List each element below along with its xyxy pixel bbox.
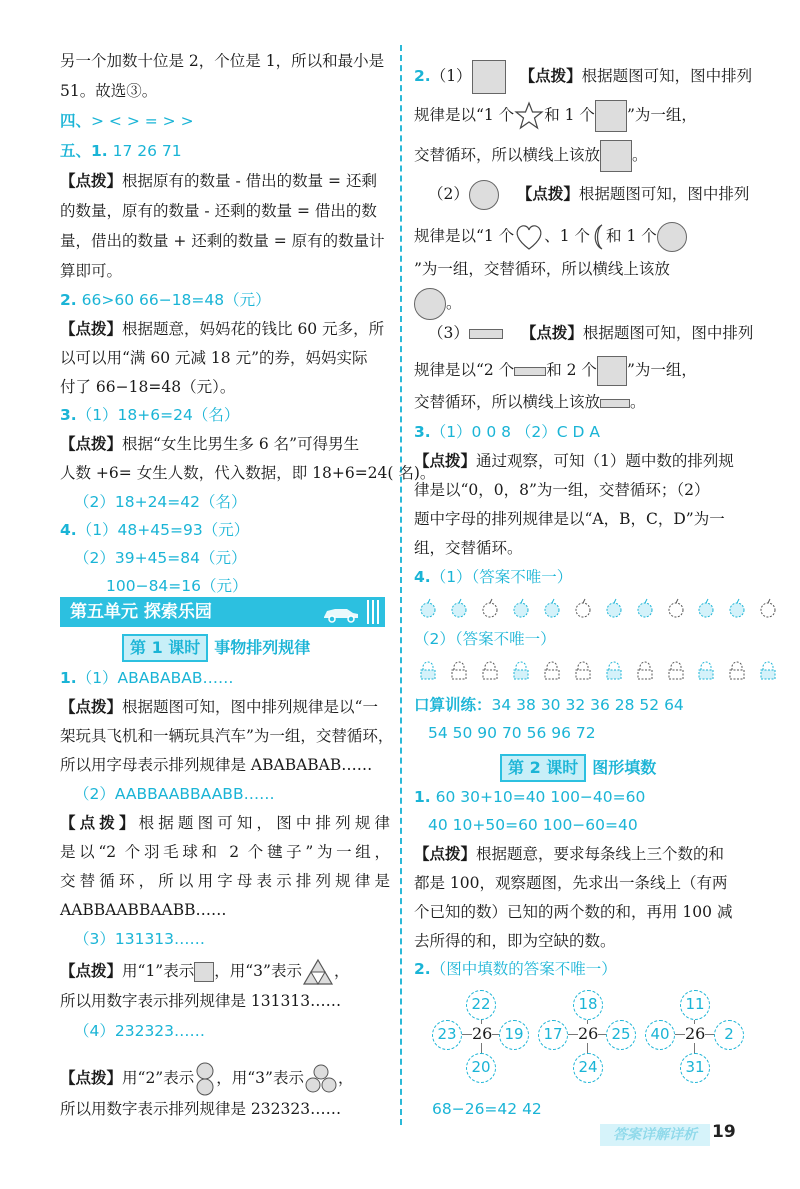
- tip-line: AABBAABBAABB……: [60, 901, 227, 919]
- star-icon: [514, 101, 544, 131]
- center-number: 26: [685, 1024, 706, 1043]
- circle-icon: [657, 222, 687, 252]
- lock-icon: [418, 660, 438, 680]
- answer-f1: 1. 60 30+10=40 100−40=60: [414, 788, 646, 806]
- tip-line: 【点拨】通过观察，可知（1）题中数的排列规: [414, 452, 734, 470]
- lock-icon: [573, 660, 593, 680]
- banner-stripes: [367, 600, 381, 624]
- square-icon: [597, 356, 627, 386]
- tip-line: 是以“2 个羽毛球和 2 个毽子”为一组，: [60, 843, 390, 861]
- q2-3-line: 交替循环，所以横线上该放 。: [414, 393, 646, 411]
- lesson-1-header: 第 1 课时 事物排列规律: [122, 634, 310, 660]
- number-circle: 23: [432, 1020, 462, 1050]
- tip-line: 都是 100，观察题图，先求出一条线上（有两: [414, 874, 728, 892]
- apple-icon: [666, 598, 686, 618]
- answer-line: （3）131313……: [74, 930, 206, 948]
- q2-1-line: 交替循环，所以横线上该放 。: [414, 140, 648, 172]
- q2-3-line: 规律是以“2 个 和 2 个 ”为一组，: [414, 356, 697, 386]
- tip-line: 【点拨】用“1”表示 ，用“3”表示 ，: [60, 958, 349, 986]
- lock-icon: [727, 660, 747, 680]
- answer-q4b: 4.（1）48+45=93（元）: [60, 521, 250, 539]
- apple-icon: [727, 598, 747, 618]
- number-circle: 22: [466, 990, 496, 1020]
- lock-icon: [511, 660, 531, 680]
- apple-icon: [449, 598, 469, 618]
- answer-line: 40 10+50=60 100−60=40: [428, 816, 638, 834]
- answer-q3: 3.（1）18+6=24（名）: [60, 406, 240, 424]
- tip-line: 【点拨】根据题意，妈妈花的钱比 60 元多，所: [60, 320, 385, 338]
- tip-line: 架玩具飞机和一辆玩具汽车”为一组，交替循环，: [60, 727, 394, 745]
- answer-line: （4）232323……: [74, 1022, 206, 1040]
- center-number: 26: [472, 1024, 493, 1043]
- apple-row: [418, 596, 784, 618]
- lesson-2-header: 第 2 课时 图形填数: [500, 754, 656, 780]
- answer-line: 68−26=42 42: [432, 1100, 542, 1118]
- number-circle: 11: [680, 990, 710, 1020]
- square-icon: [194, 962, 214, 982]
- tip-line: 去所得的和，即为空缺的数。: [414, 932, 616, 950]
- answer-q4: 4.（1）（答案不唯一）: [414, 568, 573, 586]
- number-circle: 20: [466, 1053, 496, 1083]
- tip-line: 【点拨】根据“女生比男生多 6 名”可得男生: [60, 435, 360, 453]
- tip-line: 所以用数字表示排列规律是 232323……: [60, 1100, 342, 1118]
- q2-1-line: 规律是以“1 个 和 1 个 ”为一组，: [414, 100, 697, 132]
- lock-icon: [604, 660, 624, 680]
- column-divider: [400, 45, 402, 1125]
- number-circle: 17: [538, 1020, 568, 1050]
- rectangle-icon: [469, 329, 503, 339]
- tip-line: 人数 +6= 女生人数，代入数据，即 18+6=24( 名)。: [60, 464, 436, 482]
- tip-line: 的数量，原有的数量 - 还剩的数量 = 借出的数: [60, 202, 377, 220]
- apple-icon: [418, 598, 438, 618]
- car-icon: [321, 603, 361, 623]
- lock-icon: [480, 660, 500, 680]
- answer-q2: 2. 66>60 66−18=48（元）: [60, 291, 271, 309]
- tip-line: 交替循环，所以用字母表示排列规律是: [60, 872, 390, 890]
- apple-icon: [542, 598, 562, 618]
- number-circle: 2: [714, 1020, 744, 1050]
- unit-title: 第五单元 探索乐园: [70, 602, 212, 622]
- apple-icon: [480, 598, 500, 618]
- q2-2-line: 规律是以“1 个 、1 个 和 1 个: [414, 222, 687, 252]
- lock-icon: [635, 660, 655, 680]
- unit-banner: [60, 597, 385, 627]
- tip-line: 【点拨】根据原有的数量 - 借出的数量 = 还剩: [60, 172, 377, 190]
- tip-line: 题中字母的排列规律是以“A，B，C，D”为一: [414, 510, 725, 528]
- heart-icon: [514, 223, 544, 251]
- circle-icon: [414, 288, 446, 320]
- q2-2-line: （2） 【点拨】根据题图可知，图中排列: [414, 180, 749, 210]
- q2-3-line: （3） 【点拨】根据题图可知，图中排列: [428, 324, 754, 342]
- tip-line: 以可以用“满 60 元减 18 元”的券，妈妈实际: [60, 349, 368, 367]
- apple-icon: [573, 598, 593, 618]
- page-number: 19: [712, 1122, 736, 1142]
- lock-icon: [666, 660, 686, 680]
- triangle-figure-icon: [302, 958, 334, 986]
- oral-training: 口算训练：34 38 30 32 36 28 52 64: [414, 696, 684, 714]
- q2-2-line: ”为一组，交替循环，所以横线上该放: [414, 260, 670, 278]
- center-number: 26: [578, 1024, 599, 1043]
- tip-line: 所以用数字表示排列规律是 131313……: [60, 992, 342, 1010]
- lock-icon: [449, 660, 469, 680]
- answer-line: （2）39+45=84（元）: [74, 549, 247, 567]
- tip-line: 【点拨】用“2”表示 ，用“3”表示 ，: [60, 1062, 353, 1096]
- apple-icon: [604, 598, 624, 618]
- tip-line: 所以用字母表示排列规律是 ABABABAB……: [60, 756, 373, 774]
- number-circle: 18: [573, 990, 603, 1020]
- tip-line: 组，交替循环。: [414, 539, 523, 557]
- number-circle: 31: [680, 1053, 710, 1083]
- lock-row: [418, 658, 784, 680]
- oral-training-2: 54 50 90 70 56 96 72: [428, 724, 596, 742]
- tip-line: 量，借出的数量 + 还剩的数量 = 原有的数量计: [60, 232, 385, 250]
- circle-icon: [469, 180, 499, 210]
- text-line: 51。故选③。: [60, 82, 158, 100]
- apple-icon: [696, 598, 716, 618]
- tip-line: 【点拨】根据题图可知，图中排列规律是以“一: [60, 698, 378, 716]
- apple-icon: [635, 598, 655, 618]
- number-circle: 40: [645, 1020, 675, 1050]
- tip-line: 【点拨】根据题意，要求每条线上三个数的和: [414, 845, 725, 863]
- apple-icon: [758, 598, 778, 618]
- tip-line: 个已知的数）已知的两个数的和，再用 100 减: [414, 903, 733, 921]
- lock-icon: [696, 660, 716, 680]
- answer-q5: 五、1. 17 26 71: [60, 142, 182, 160]
- answer-line: （2）18+24=42（名）: [74, 493, 247, 511]
- tip-line: 【点拨】根据题图可知，图中排列规律: [60, 814, 390, 832]
- answer-p1: 1.（1）ABABABAB……: [60, 669, 234, 687]
- answer-f2: 2.（图中填数的答案不唯一）: [414, 960, 617, 978]
- q2-1-line: 2.（1） 【点拨】根据题图可知，图中排列: [414, 60, 752, 94]
- rectangle-icon: [600, 399, 630, 408]
- three-circles-icon: [304, 1064, 338, 1094]
- apple-icon: [511, 598, 531, 618]
- answer-line: 100−84=16（元）: [106, 577, 248, 595]
- answer-q4: 四、> < > = > >: [60, 112, 194, 130]
- answer-line: （2）AABBAABBAABB……: [74, 785, 275, 803]
- answer-q3: 3.（1）0 0 8 （2）C D A: [414, 423, 600, 441]
- lock-icon: [542, 660, 562, 680]
- q2-2-line: 。: [414, 288, 462, 320]
- number-circle: 25: [606, 1020, 636, 1050]
- text-line: 另一个加数十位是 2，个位是 1，所以和最小是: [60, 52, 385, 70]
- two-circles-icon: [194, 1062, 216, 1096]
- tip-line: 律是以“0，0，8”为一组，交替循环；（2）: [414, 481, 710, 499]
- number-circle: 24: [573, 1053, 603, 1083]
- square-icon: [472, 60, 506, 94]
- square-icon: [595, 100, 627, 132]
- number-circle: 19: [499, 1020, 529, 1050]
- lock-icon: [758, 660, 778, 680]
- footer-label: 答案详解详析: [600, 1124, 710, 1146]
- tip-line: 付了 66−18=48（元）。: [60, 378, 236, 396]
- rectangle-icon: [514, 367, 546, 376]
- answer-line: （2）（答案不唯一）: [414, 630, 556, 648]
- moon-icon: [590, 223, 606, 251]
- tip-line: 算即可。: [60, 262, 123, 280]
- square-icon: [600, 140, 632, 172]
